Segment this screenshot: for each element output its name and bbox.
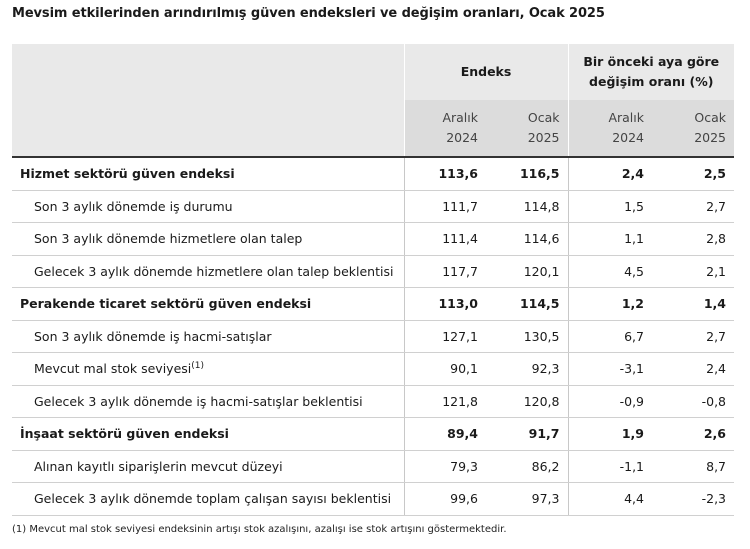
header-blank bbox=[12, 44, 404, 100]
cell-index-jan: 91,7 bbox=[486, 418, 568, 451]
cell-index-jan: 114,6 bbox=[486, 223, 568, 256]
table-row bbox=[12, 483, 734, 516]
cell-change-dec: -0,9 bbox=[568, 385, 652, 418]
cell-index-dec: 111,7 bbox=[404, 190, 486, 223]
cell-index-jan: 114,5 bbox=[486, 288, 568, 321]
table-row bbox=[12, 255, 734, 288]
header-change-group bbox=[568, 44, 734, 100]
header-blank-2 bbox=[12, 100, 404, 157]
cell-index-jan: 114,8 bbox=[486, 190, 568, 223]
cell-change-jan: 2,4 bbox=[652, 353, 734, 386]
table-row bbox=[12, 190, 734, 223]
cell-change-dec: 2,4 bbox=[568, 157, 652, 190]
cell-index-dec: 90,1 bbox=[404, 353, 486, 386]
header-index-dec bbox=[404, 100, 486, 157]
cell-change-dec: 6,7 bbox=[568, 320, 652, 353]
row-label: Alınan kayıtlı siparişlerin mevcut düzeyi bbox=[12, 450, 404, 483]
header-change-line2: değişim oranı (%) bbox=[589, 74, 714, 89]
table-row bbox=[12, 385, 734, 418]
cell-change-jan: 2,7 bbox=[652, 320, 734, 353]
footnote-marker: (1) bbox=[191, 361, 204, 372]
cell-index-jan: 92,3 bbox=[486, 353, 568, 386]
row-label-text: Mevcut mal stok seviyesi bbox=[34, 361, 192, 377]
row-label: Gelecek 3 aylık dönemde iş hacmi-satışlar beklentisi bbox=[12, 385, 404, 418]
cell-index-dec: 111,4 bbox=[404, 223, 486, 256]
cell-index-dec: 79,3 bbox=[404, 450, 486, 483]
cell-index-dec: 99,6 bbox=[404, 483, 486, 516]
cell-change-dec: 1,5 bbox=[568, 190, 652, 223]
cell-index-dec: 113,0 bbox=[404, 288, 486, 321]
header-year: 2024 bbox=[446, 130, 478, 145]
row-label: Gelecek 3 aylık dönemde toplam çalışan sayısı beklentisi bbox=[12, 483, 404, 516]
table-title: Mevsim etkilerinden arındırılmış güven endeksleri ve değişim oranları, Ocak 2025 bbox=[12, 6, 605, 21]
footnote: (1) Mevcut mal stok seviyesi endeksinin artışı stok azalışını, azalışı ise stok artışını göstermektedir. bbox=[12, 524, 507, 535]
cell-index-jan: 116,5 bbox=[486, 157, 568, 190]
header-year: 2025 bbox=[694, 130, 727, 145]
cell-change-dec: 4,5 bbox=[568, 255, 652, 288]
cell-change-dec: -1,1 bbox=[568, 450, 652, 483]
header-month: Aralık bbox=[442, 110, 478, 125]
table-row bbox=[12, 450, 734, 483]
header-month: Ocak bbox=[694, 110, 727, 125]
header-change-line1: Bir önceki aya göre bbox=[583, 54, 720, 69]
cell-change-jan: -0,8 bbox=[652, 385, 734, 418]
cell-change-jan: 2,1 bbox=[652, 255, 734, 288]
table-row-construction-index bbox=[12, 418, 734, 451]
confidence-index-table bbox=[12, 44, 734, 516]
header-index-jan bbox=[486, 100, 568, 157]
row-label: Son 3 aylık dönemde iş durumu bbox=[12, 190, 404, 223]
cell-index-dec: 127,1 bbox=[404, 320, 486, 353]
row-label: Gelecek 3 aylık dönemde hizmetlere olan talep beklentisi bbox=[12, 255, 404, 288]
row-label: Son 3 aylık dönemde iş hacmi-satışlar bbox=[12, 320, 404, 353]
header-change-jan bbox=[652, 100, 734, 157]
cell-index-dec: 89,4 bbox=[404, 418, 486, 451]
cell-change-jan: 2,5 bbox=[652, 157, 734, 190]
cell-change-dec: 1,1 bbox=[568, 223, 652, 256]
cell-change-jan: 2,8 bbox=[652, 223, 734, 256]
cell-change-jan: 2,6 bbox=[652, 418, 734, 451]
table-row bbox=[12, 353, 734, 386]
cell-change-jan: 8,7 bbox=[652, 450, 734, 483]
cell-index-jan: 97,3 bbox=[486, 483, 568, 516]
row-label: İnşaat sektörü güven endeksi bbox=[12, 418, 404, 451]
cell-change-jan: -2,3 bbox=[652, 483, 734, 516]
row-label: Son 3 aylık dönemde hizmetlere olan talep bbox=[12, 223, 404, 256]
cell-index-jan: 130,5 bbox=[486, 320, 568, 353]
row-label: Perakende ticaret sektörü güven endeksi bbox=[12, 288, 404, 321]
cell-index-dec: 113,6 bbox=[404, 157, 486, 190]
row-label: Hizmet sektörü güven endeksi bbox=[12, 157, 404, 190]
cell-change-dec: -3,1 bbox=[568, 353, 652, 386]
cell-index-dec: 117,7 bbox=[404, 255, 486, 288]
cell-index-jan: 120,1 bbox=[486, 255, 568, 288]
table-row bbox=[12, 320, 734, 353]
cell-change-dec: 4,4 bbox=[568, 483, 652, 516]
cell-index-dec: 121,8 bbox=[404, 385, 486, 418]
table-row-service-index bbox=[12, 157, 734, 190]
table-row-retail-index bbox=[12, 288, 734, 321]
header-month: Aralık bbox=[608, 110, 644, 125]
header-month: Ocak bbox=[527, 110, 560, 125]
cell-change-jan: 1,4 bbox=[652, 288, 734, 321]
cell-change-dec: 1,2 bbox=[568, 288, 652, 321]
row-label bbox=[12, 353, 404, 386]
cell-change-dec: 1,9 bbox=[568, 418, 652, 451]
cell-index-jan: 86,2 bbox=[486, 450, 568, 483]
cell-index-jan: 120,8 bbox=[486, 385, 568, 418]
table-row bbox=[12, 223, 734, 256]
header-index-group: Endeks bbox=[404, 44, 568, 100]
header-change-dec bbox=[568, 100, 652, 157]
cell-change-jan: 2,7 bbox=[652, 190, 734, 223]
header-year: 2025 bbox=[527, 130, 560, 145]
header-year: 2024 bbox=[612, 130, 644, 145]
